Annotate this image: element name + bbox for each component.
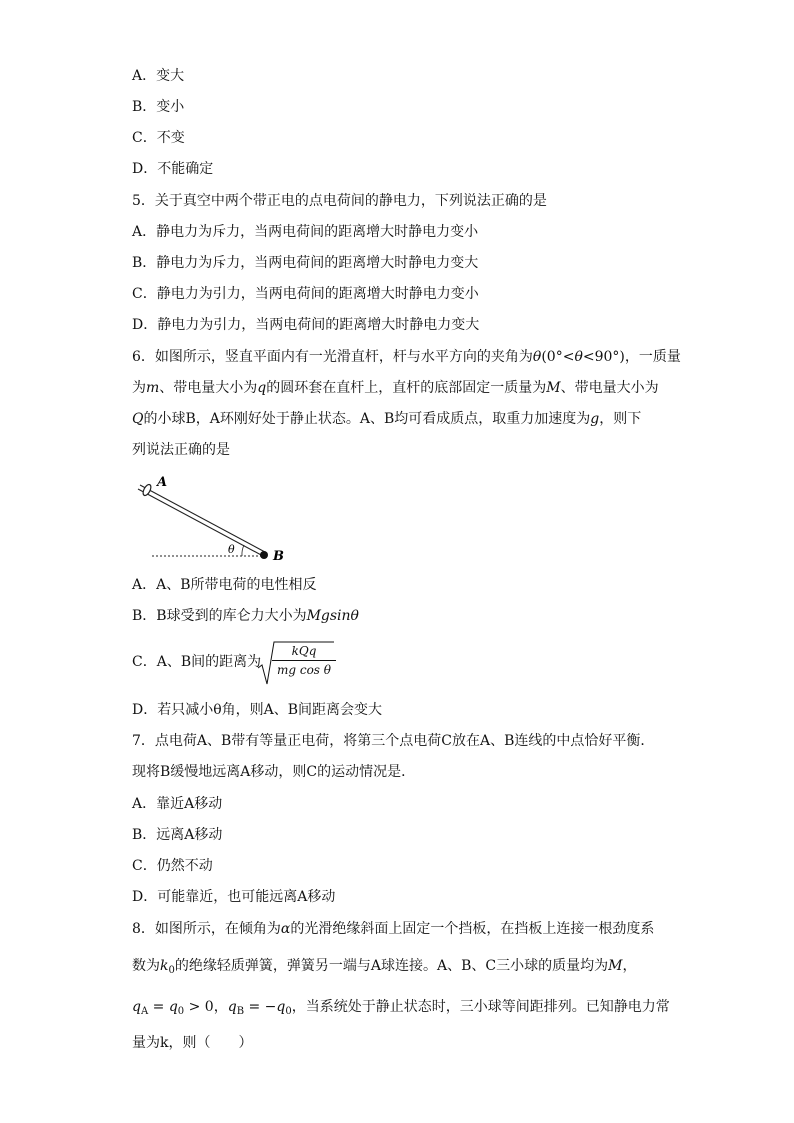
q8-stem-line2: 数为$k_0$的绝缘轻质弹簧，弹簧另一端与A球连接。A、B、C三小球的质量均为M， — [132, 958, 637, 976]
q4-option-b: B．变小 — [132, 99, 185, 115]
q7-stem-line1: 7．点电荷A、B带有等量正电荷，将第三个点电荷C放在A、B连线的中点恰好平衡． — [132, 733, 655, 749]
q6-option-a: A．A、B所带电荷的电性相反 — [132, 577, 317, 593]
label-a: A — [157, 475, 168, 490]
q6-option-d: D．若只减小θ角，则A、B间距离会变大 — [132, 702, 383, 718]
q5-stem: 5．关于真空中两个带正电的点电荷间的静电力，下列说法正确的是 — [132, 193, 547, 209]
fraction-numerator: kQq — [272, 644, 336, 661]
q5-option-a: A．静电力为斥力，当两电荷间的距离增大时静电力变小 — [132, 224, 479, 240]
q8-stem-line3: $q_A = q_0 > 0$，$q_B = -q_0$，当系统处于静止状态时，三小球等间距排列。已知静电力常 — [132, 999, 670, 1017]
q7-option-d: D．可能靠近，也可能远离A移动 — [132, 889, 336, 905]
label-theta: θ — [228, 543, 235, 556]
label-b: B — [273, 549, 284, 564]
q6-stem-line1: 6．如图所示，竖直平面内有一光滑直杆，杆与水平方向的夹角为θ(0°<θ<90°)，一质量 — [132, 349, 681, 365]
rod-edge-top — [140, 485, 265, 552]
q6-stem-line4: 列说法正确的是 — [132, 442, 230, 458]
q8-stem-line4: 量为k，则（ ） — [132, 1035, 253, 1051]
ring-a — [142, 483, 153, 496]
q4-option-d: D．不能确定 — [132, 161, 214, 177]
q6-option-b: B．B球受到的库仑力大小为Mgsinθ — [132, 608, 359, 624]
q6-rod-figure — [130, 470, 300, 565]
q7-option-b: B．远离A移动 — [132, 827, 223, 843]
q8-stem-line1: 8．如图所示，在倾角为α的光滑绝缘斜面上固定一个挡板，在挡板上连接一根劲度系 — [132, 921, 655, 937]
q6-stem-line3: Q的小球B，A环刚好处于静止状态。A、B均可看成质点，取重力加速度为g，则下 — [132, 411, 642, 427]
q5-option-d: D．静电力为引力，当两电荷间的距离增大时静电力变大 — [132, 317, 480, 333]
rod-edge-bottom — [138, 489, 263, 556]
q5-option-c: C．静电力为引力，当两电荷间的距离增大时静电力变小 — [132, 286, 479, 302]
q6-stem-line2: 为m、带电量大小为q的圆环套在直杆上，直杆的底部固定一质量为M、带电量大小为 — [132, 380, 659, 396]
q6-option-c: C．A、B间的距离为 — [132, 654, 262, 670]
q4-option-c: C．不变 — [132, 130, 185, 146]
q7-option-c: C．仍然不动 — [132, 858, 213, 874]
distance-fraction — [272, 644, 336, 678]
fraction-denominator: mg cos θ — [276, 663, 332, 677]
q7-option-a: A．靠近A移动 — [132, 796, 223, 812]
ball-b — [260, 551, 268, 559]
q7-stem-line2: 现将B缓慢地远离A移动，则C的运动情况是． — [132, 764, 416, 780]
q5-option-b: B．静电力为斥力，当两电荷间的距离增大时静电力变大 — [132, 255, 479, 271]
theta-arc — [242, 545, 244, 556]
q4-option-a: A．变大 — [132, 68, 185, 84]
